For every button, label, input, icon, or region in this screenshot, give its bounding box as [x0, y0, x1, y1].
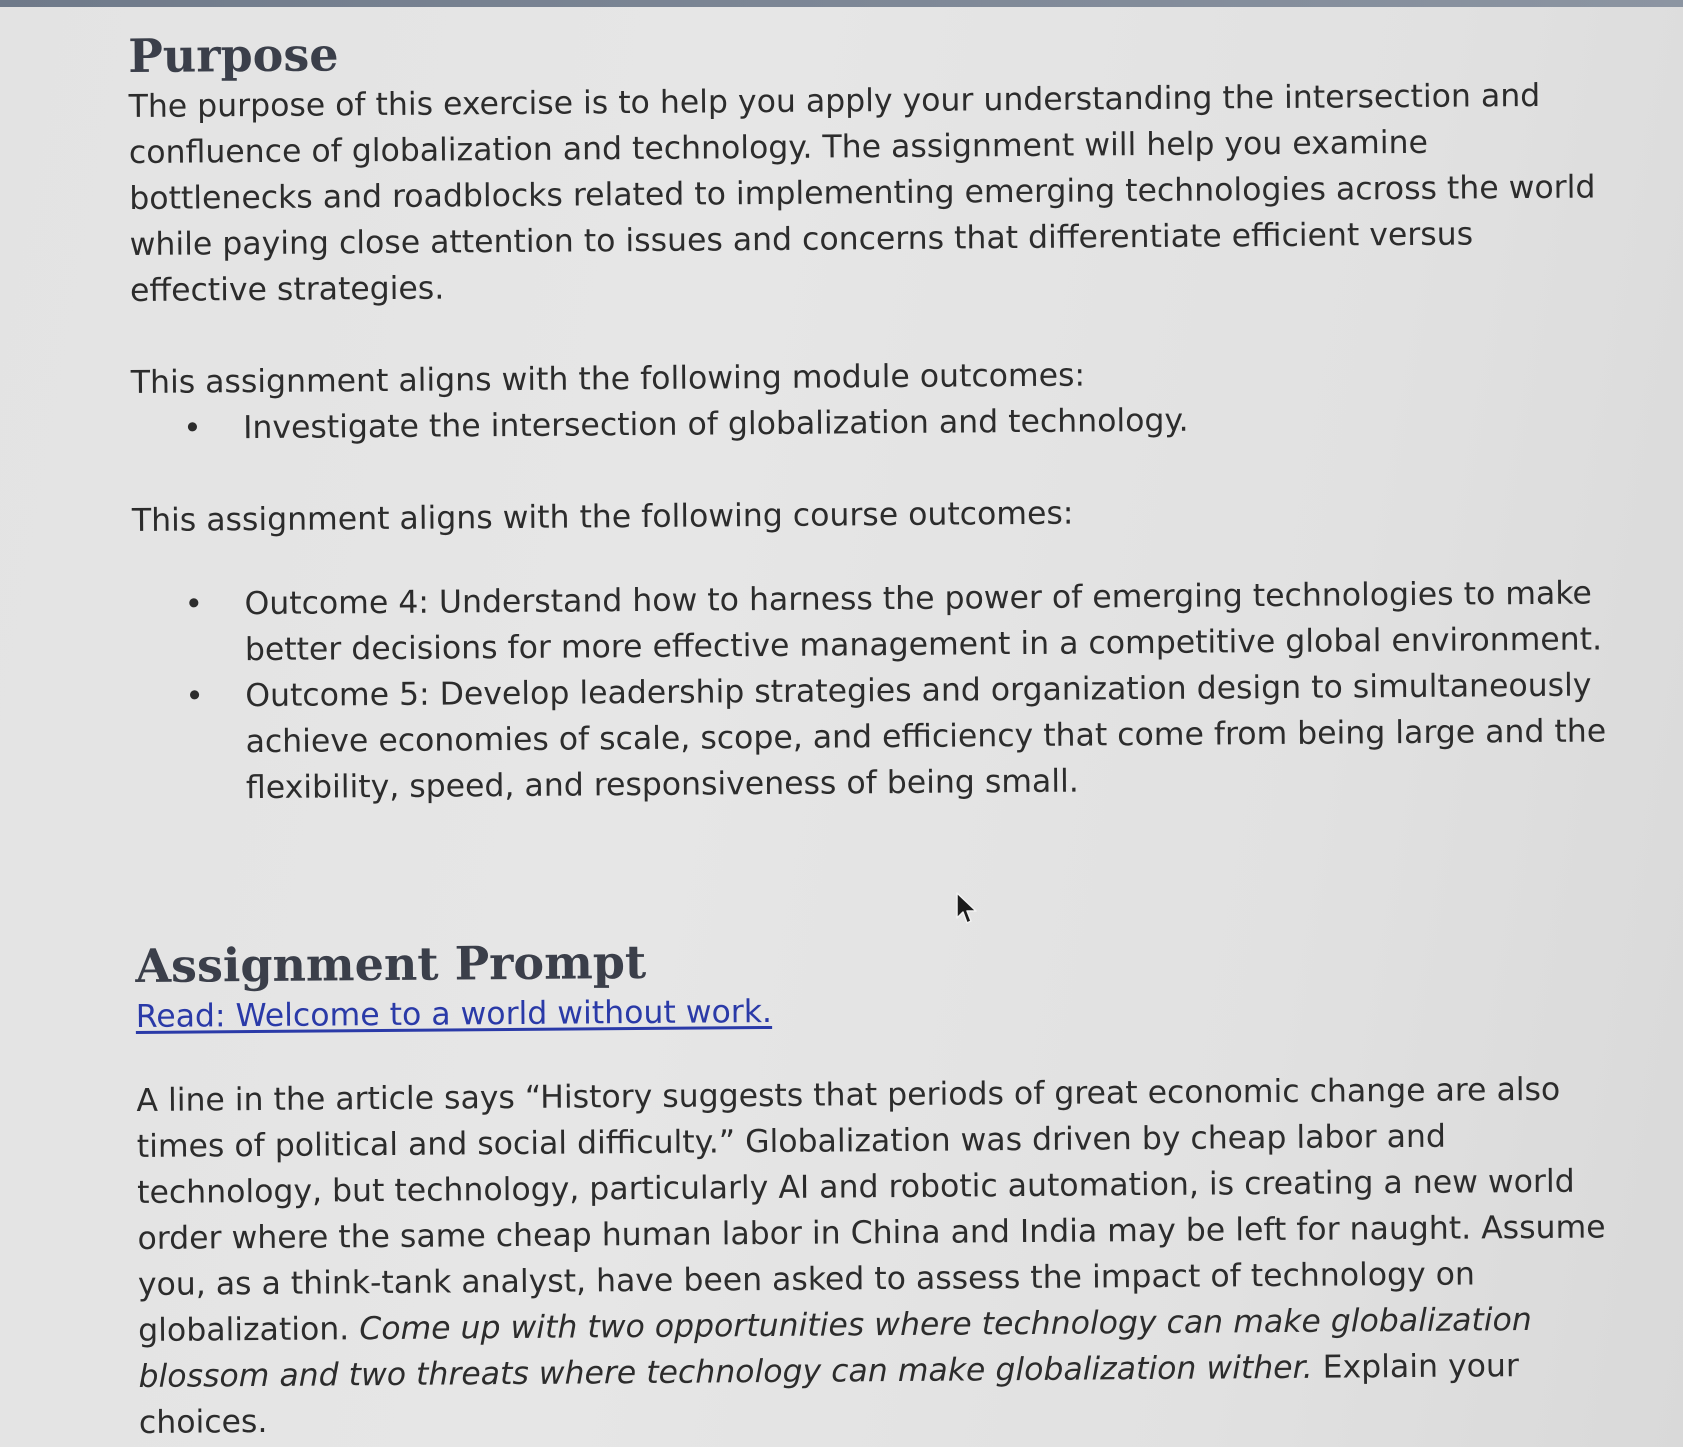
bullet-icon: •	[183, 410, 202, 447]
purpose-paragraph: The purpose of this exercise is to help you apply your understanding the intersection and confluence of globalization and technology. The assignment will help you examine bottlenecks and roadblocks related to implementing emerging technologies across the world while paying close attention to issues and concerns that differentiate efficient versus effective strategies.	[128, 77, 1596, 309]
assignment-prompt-paragraph	[136, 1066, 1619, 1446]
module-outcome-text: Investigate the intersection of globalization and technology.	[243, 402, 1189, 447]
document-body	[128, 16, 1619, 1446]
course-outcome-4-text: Outcome 4: Understand how to harness the power of emerging technologies to make better decisions for more effective management in a competitive global environment.	[244, 575, 1603, 669]
assignment-prompt-heading: Assignment Prompt	[135, 934, 647, 993]
bullet-icon: •	[185, 678, 204, 715]
spacer	[134, 800, 1615, 938]
module-outcomes-intro: This assignment aligns with the following module outcomes:	[130, 357, 1086, 401]
article-link[interactable]: Read: Welcome to a world without work.	[135, 993, 773, 1035]
mouse-pointer-icon	[955, 892, 979, 926]
purpose-heading: Purpose	[128, 27, 339, 83]
course-outcomes-list	[132, 570, 1614, 812]
course-outcome-5-text: Outcome 5: Develop leadership strategies and organization design to simultaneously achieve economies of scale, scope, and efficiency that come from being large and the flexibility, speed, and responsiveness of being small.	[245, 667, 1607, 807]
prompt-italic-text: Come up with two opportunities where technology can make globalization blossom and two threats where technology can make globalization wither.	[138, 1302, 1532, 1395]
prompt-end-text: Explain your choices.	[138, 1348, 1519, 1441]
course-outcomes-intro: This assignment aligns with the following course outcomes:	[131, 495, 1074, 539]
list-item	[132, 570, 1613, 674]
bullet-icon: •	[184, 586, 204, 623]
list-item	[133, 662, 1614, 812]
prompt-plain-text: A line in the article says “History suggests that periods of great economic change are also times of political and social difficulty.” Globalization was driven by cheap labor and technology, but technology, particularly AI and robotic automation, is creating a new world order where the same cheap human labor in China and India may be left for naught. Assume you, as a think-tank analyst, have been asked to assess the impact of technology on globalization.	[136, 1071, 1606, 1349]
monitor-top-bezel	[0, 0, 1683, 7]
